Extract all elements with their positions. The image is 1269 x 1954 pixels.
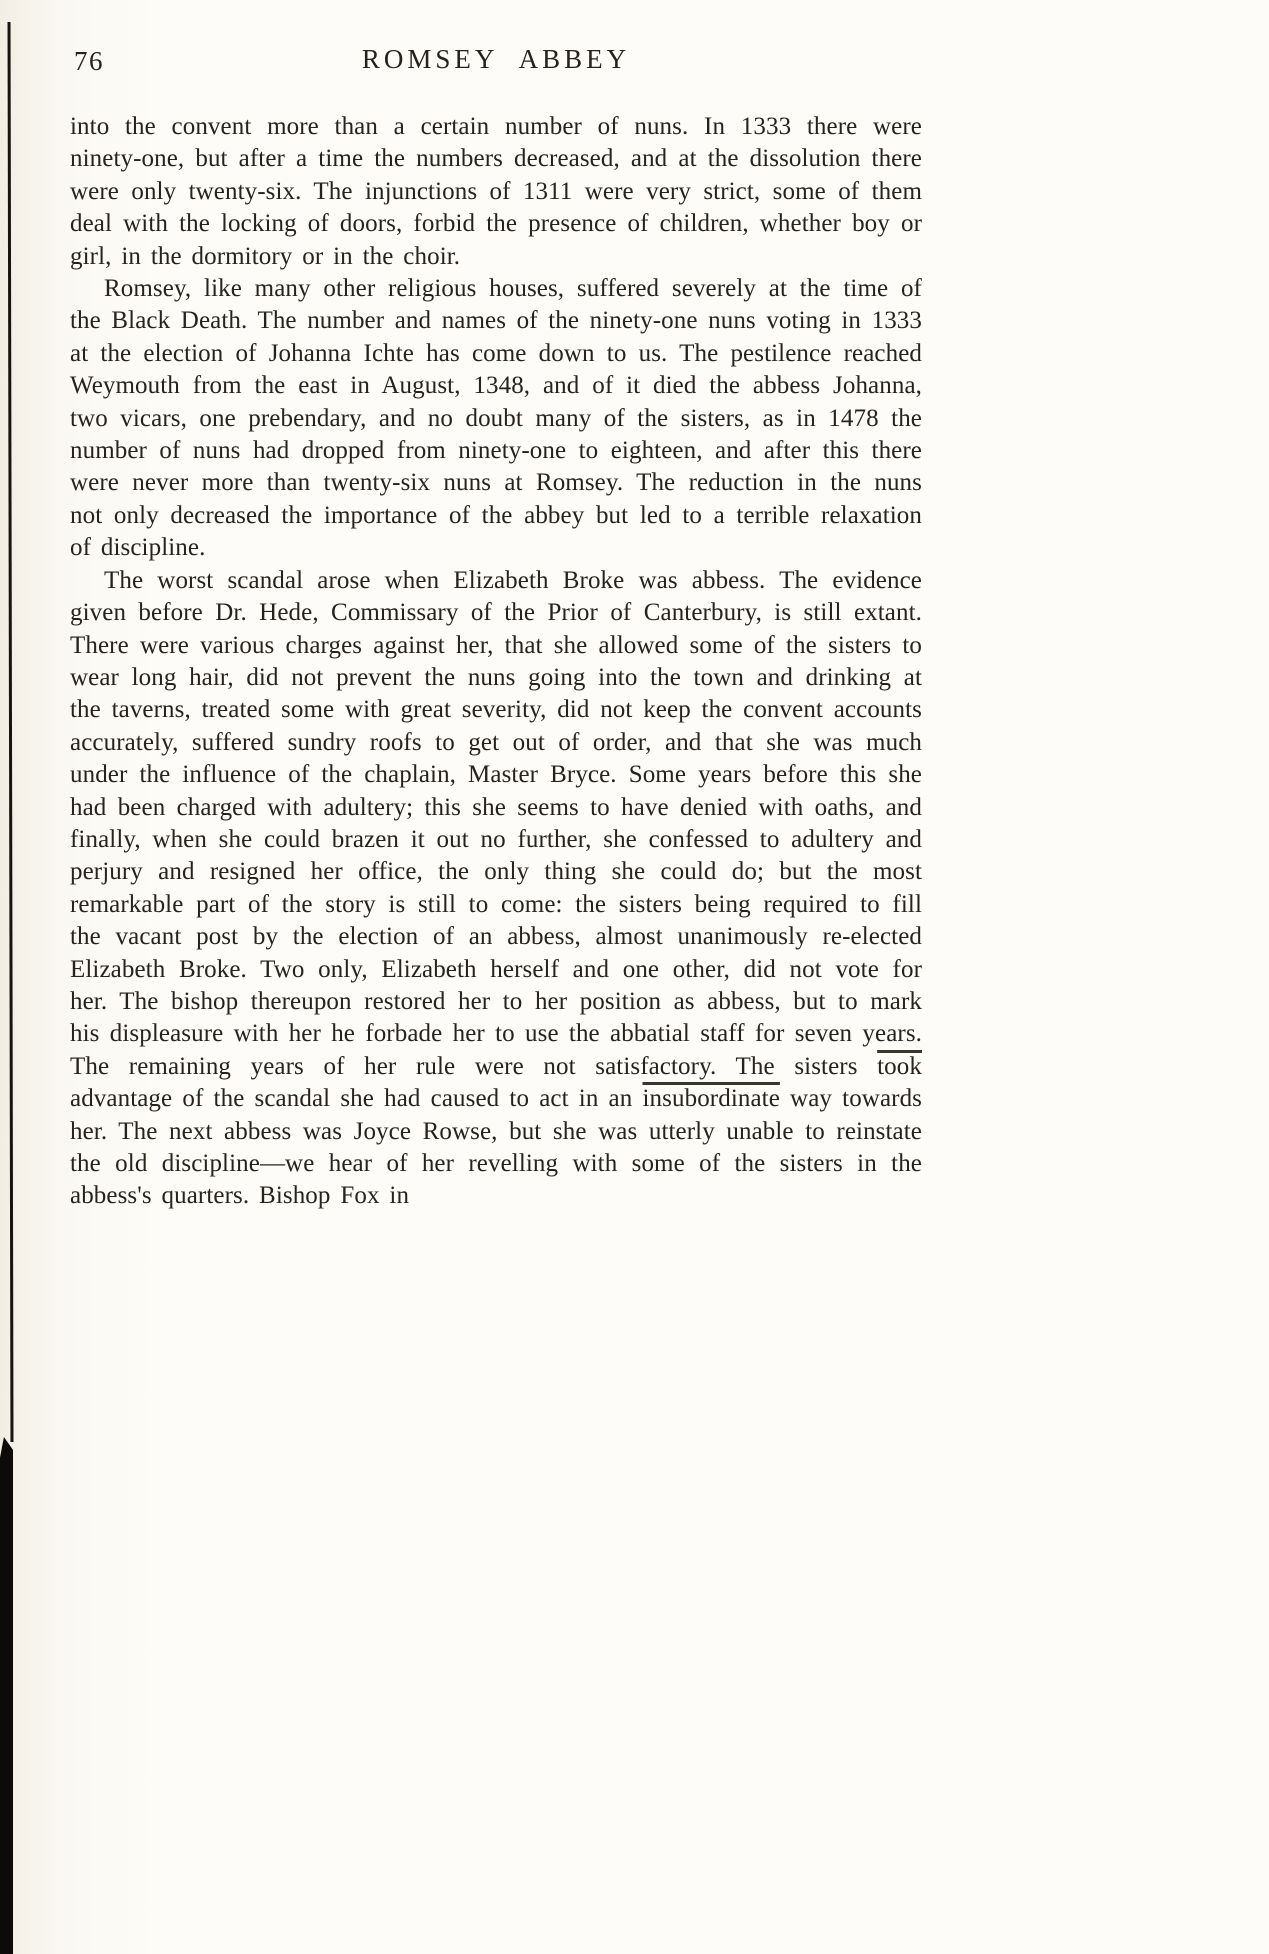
text-segment: advantage of the scandal she had caused to act in an xyxy=(70,1085,643,1113)
scan-binding-edge-bar xyxy=(0,1437,13,1954)
paragraph xyxy=(70,565,922,1213)
text-segment: into the convent more than a certain number of nuns. In 1333 there were ninety-one, but after a time the numbers decreased, and at the dissolution there were only twenty-six. The injunctions of 1311 were very strict, some of them deal with the locking of doors, forbid the presence of children, whether boy or girl, in the dormitory or in the choir. xyxy=(70,113,922,270)
paragraph xyxy=(70,273,922,565)
text-segment: Romsey, like many other religious houses, suffered severely at the time of the Black Death. The number and names of the ninety-one nuns voting in 1333 at the election of Johanna Ichte has come down to us. The pestilence reached Weymouth from the east in August, 1348, and of it died the abbess Johanna, two vicars, one prebendary, and no doubt many of the sisters, as in 1478 the number of nuns had dropped from ninety-one to eighteen, and after this there were never more than twenty-six nuns at Romsey. The reduction in the nuns not only decreased the importance of the abbey but led to a terrible relaxation of discipline. xyxy=(70,275,922,562)
scan-binding-edge-line xyxy=(8,22,14,1442)
ink-marked-word: insubordinate xyxy=(642,1085,780,1113)
text-segment: way towards her. The next abbess was Joyce Rowse, but she was utterly unable to reinstate the old discipline—we hear of her revelling with some of the sisters in the abbess's quarters. Bishop Fox in xyxy=(70,1085,922,1210)
page-text xyxy=(70,111,922,1213)
text-segment: The worst scandal arose when Elizabeth Broke was abbess. The evidence given before Dr. Hede, Commissary of the Prior of Canterbury, is still extant. There were various charges against her, that she allowed some of the sisters to wear long hair, did not prevent the nuns going into the town and drinking at the taverns, treated some with great severity, did not keep the convent accounts accurately, suffered sundry roofs to get out of order, and that she was much under the influence of the chaplain, Master Bryce. Some years before this she had been charged with adultery; this she seems to have denied with oaths, and finally, when she could brazen it out no further, she confessed to adultery and perjury and resigned her office, the only thing she could do; but the most remarkable part of the story is still to come: the sisters being required to fill the vacant post by the election of an abbess, almost unanimously re-elected Elizabeth Broke. Two only, Elizabeth herself and one other, did not vote for her. The bishop thereupon restored her to her position as abbess, but to mark his displeasure with her he forbade her to use the abbatial staff for seven years. The remaining years of her rule were not satisfactory. The sisters xyxy=(70,566,922,1080)
paragraph xyxy=(70,111,922,273)
ink-marked-word: took xyxy=(877,1052,922,1080)
page-title: ROMSEY ABBEY xyxy=(361,44,631,74)
page-number: 76 xyxy=(74,46,104,76)
page-header xyxy=(70,44,922,84)
page-content xyxy=(70,44,922,1213)
